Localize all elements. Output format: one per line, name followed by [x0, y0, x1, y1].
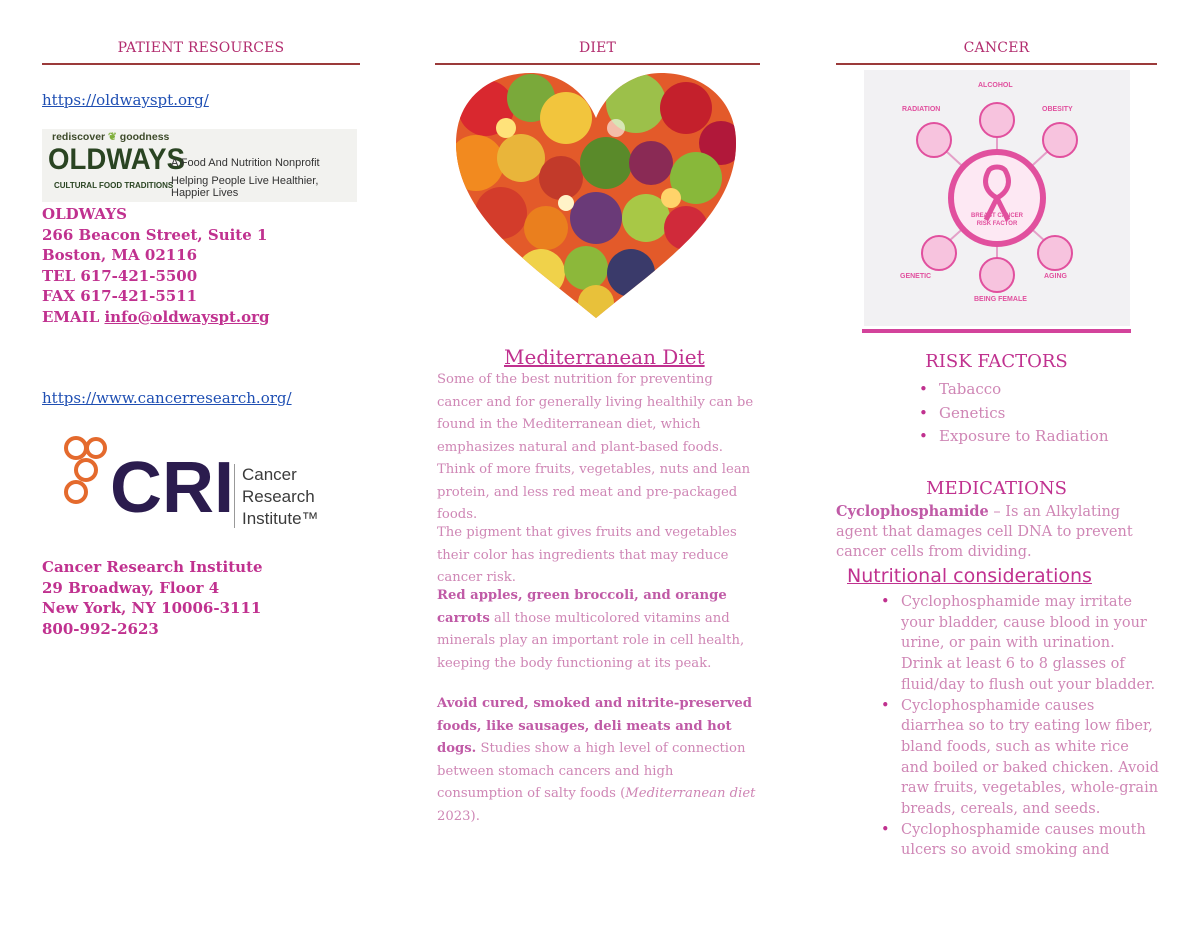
nutritional-considerations-title: Nutritional considerations [847, 565, 1092, 587]
right-header-rule [836, 63, 1157, 65]
cancer-header: CANCER [963, 40, 1030, 56]
cri-divider [234, 464, 235, 528]
breast-cancer-infographic [864, 70, 1130, 326]
cri-link[interactable]: https://www.cancerresearch.org/ [42, 389, 292, 407]
diet-header: DIET [578, 40, 617, 56]
middle-header-rule [435, 63, 760, 65]
list-item: • Cyclophosphamide causes diarrhea so to try eating low fiber, bland foods, such as white rice and boiled or baked chicken. Avoid raw fruits, vegetables, whole-grain breads, cereals, and seeds. [875, 696, 1159, 820]
list-item: • Tabacco [913, 378, 1108, 402]
node-label-radiation: RADIATION [902, 106, 941, 113]
list-item: • Exposure to Radiation [913, 425, 1108, 449]
oldways-logo [42, 129, 357, 202]
list-item: • Cyclophosphamide may irritate your bladder, cause blood in your urine, or pain with urination. Drink at least 6 to 8 glasses of fluid/day to flush out your bladder. [875, 592, 1159, 696]
cri-letters: CRI [110, 448, 234, 528]
risk-factors-title: RISK FACTORS [925, 351, 1068, 372]
cri-name: Cancer Research Institute™ [242, 465, 319, 528]
cri-hexagons-icon [62, 436, 108, 508]
infographic-center-text: BREAST CANCER RISK FACTOR [970, 213, 1023, 227]
risk-factors-list [913, 378, 1108, 449]
leaf-icon: ❦ [108, 131, 117, 143]
nutrition-list [875, 592, 1159, 861]
patient-resources-header: PATIENT RESOURCES [117, 40, 285, 56]
diet-paragraph-2: The pigment that gives fruits and vegetables their color has ingredients that may reduce cancer risk. [437, 525, 737, 585]
medication-description: Cyclophosphamide – Is an Alkylating agent that damages cell DNA to prevent cancer cells from dividing. [836, 503, 1133, 560]
oldways-link[interactable]: https://oldwayspt.org/ [42, 91, 209, 109]
fruit-heart-image [446, 68, 746, 320]
oldways-desc-1: A Food And Nutrition Nonprofit [171, 157, 320, 169]
infographic-underline [862, 329, 1131, 333]
medications-title: MEDICATIONS [926, 478, 1067, 499]
diet-paragraph-4: Avoid cured, smoked and nitrite-preserved foods, like sausages, deli meats and hot dogs. Studies show a high level of connection between stomach cancers and high consumption of salty foods (Mediterranean diet 2023). [437, 696, 756, 824]
node-label-obesity: OBESITY [1042, 106, 1073, 113]
cri-logo [62, 436, 342, 536]
node-label-alcohol: ALCOHOL [978, 82, 1013, 89]
mediterranean-diet-title: Mediterranean Diet [504, 345, 705, 369]
node-label-being-female: BEING FEMALE [974, 296, 1027, 303]
oldways-email-link[interactable]: info@oldwayspt.org [104, 307, 270, 326]
diet-paragraph-1: Some of the best nutrition for preventing cancer and for generally living healthily can be found in the Mediterranean diet, which emphasizes natural and plant-based foods. Think of more fruits, vegetables, nuts and lean protein, and less red meat and pre-packaged foods. [437, 372, 754, 522]
list-item: • Cyclophosphamide causes mouth ulcers so avoid smoking and [875, 820, 1159, 861]
list-item: • Genetics [913, 402, 1108, 426]
oldways-address: OLDWAYS 266 Beacon Street, Suite 1 Boston, MA 02116 TEL 617-421-5500 FAX 617-421-5511 EMAIL info@oldwayspt.org [42, 205, 270, 326]
oldways-brand: OLDWAYS [48, 143, 186, 176]
diet-paragraph-3: Red apples, green broccoli, and orange carrots all those multicolored vitamins and minerals play an important role in cell health, keeping the body functioning at its peak. [437, 588, 745, 671]
cri-address: Cancer Research Institute 29 Broadway, Floor 4 New York, NY 10006-3111 800-992-2623 [42, 558, 263, 638]
oldways-tagline: rediscover ❦ goodness [52, 131, 170, 143]
oldways-desc-2: Helping People Live Healthier, Happier Lives [171, 175, 319, 199]
node-label-genetic: GENETIC [900, 273, 932, 280]
left-header-rule [42, 63, 360, 65]
oldways-subtitle: CULTURAL FOOD TRADITIONS [54, 181, 174, 190]
node-label-aging: AGING [1044, 273, 1067, 280]
